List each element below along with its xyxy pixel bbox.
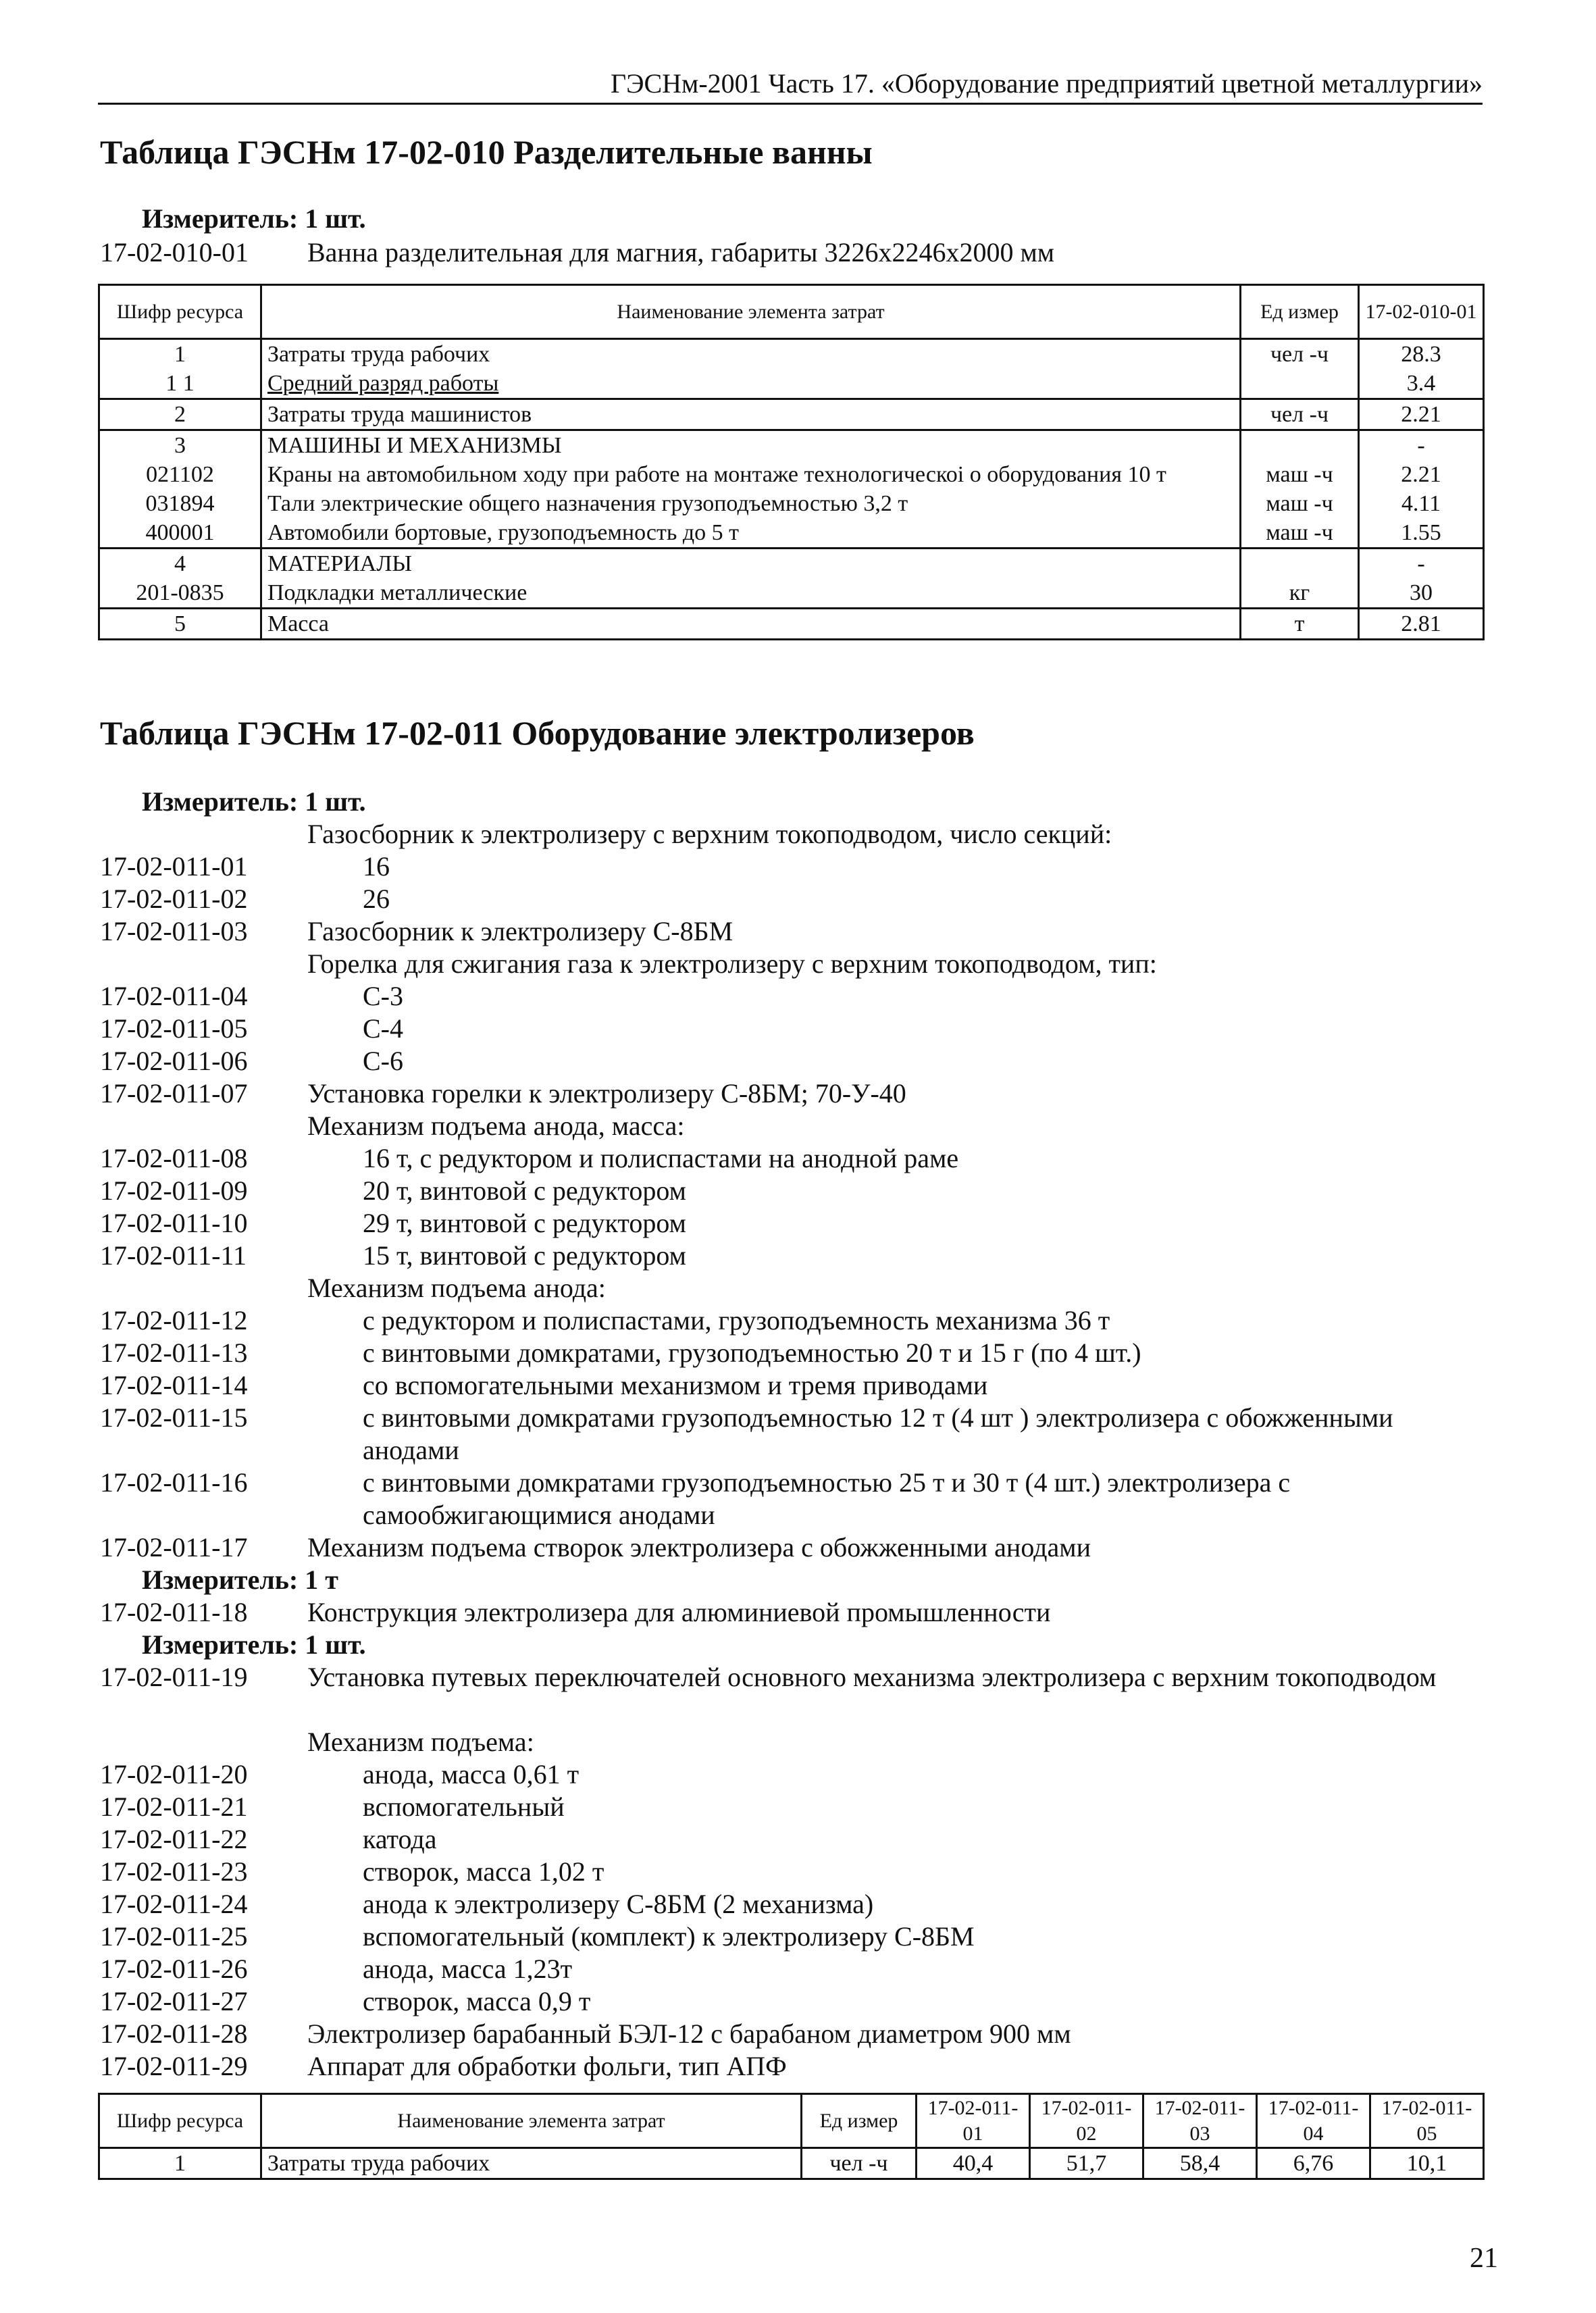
- item-code: 17-02-011-19: [100, 1662, 248, 1692]
- measure-value: 1 т: [305, 1565, 338, 1595]
- table-row: 1 Затраты труда рабочих чел -ч 40,4 51,7 58,4 6,76 10,1: [99, 2148, 1484, 2179]
- item-desc: створок, масса 0,9 т: [363, 1986, 591, 2016]
- item-desc: с редуктором и полиспастами, грузоподъемность механизма 36 т: [363, 1305, 1110, 1336]
- table1-measure-value: 1 шт.: [305, 203, 366, 234]
- table1-header-value: 17-02-010-01: [1359, 285, 1484, 339]
- item-desc: Конструкция электролизера для алюминиевой промышленности: [307, 1597, 1051, 1627]
- item-desc: С-6: [363, 1046, 403, 1076]
- measure-value: 1 шт.: [305, 1629, 366, 1660]
- item-code: 17-02-011-22: [100, 1824, 248, 1854]
- item-code: 17-02-011-24: [100, 1889, 248, 1919]
- item-desc: вспомогательный (комплект) к электролизеру С-8БМ: [363, 1921, 975, 1952]
- table-row: 201-0835 Подкладки металлические кг 30: [99, 578, 1484, 609]
- item-code: 17-02-011-12: [100, 1305, 248, 1336]
- table1-grid: [98, 284, 1485, 640]
- item-desc: анода к электролизеру С-8БМ (2 механизма): [363, 1889, 874, 1919]
- table-row: 3 МАШИНЫ И МЕХАНИЗМЫ -: [99, 430, 1484, 461]
- group-heading: Газосборник к электролизеру с верхним токоподводом, число секций:: [307, 819, 1112, 849]
- item-desc: с винтовыми домкратами грузоподъемностью 12 т (4 шт ) электролизера с обожженными анодами: [363, 1402, 1393, 1465]
- item-desc: 16 т, с редуктором и полиспастами на анодной раме: [363, 1143, 959, 1173]
- item-code: 17-02-011-23: [100, 1856, 248, 1887]
- table2-measure-label: Измеритель:: [142, 786, 299, 817]
- item-code: 17-02-011-09: [100, 1175, 248, 1206]
- item-code: 17-02-011-20: [100, 1759, 248, 1789]
- item-desc: вспомогательный: [363, 1791, 565, 1822]
- table2-header-col: 17-02-011-04: [1257, 2094, 1370, 2148]
- item-desc: со вспомогательными механизмом и тремя приводами: [363, 1370, 988, 1400]
- table1-title: Таблица ГЭСНм 17-02-010 Разделительные ванны: [100, 133, 873, 171]
- item-desc: Установка горелки к электролизеру С-8БМ; 70-У-40: [307, 1078, 906, 1109]
- item-desc: 16: [363, 851, 390, 882]
- header-rule: [98, 103, 1483, 105]
- table2-header-col: 17-02-011-05: [1370, 2094, 1484, 2148]
- table2-measure-2: [142, 1564, 338, 1596]
- group-heading: Горелка для сжигания газа к электролизеру с верхним токоподводом, тип:: [307, 948, 1157, 979]
- table2-measure-value: 1 шт.: [305, 786, 366, 817]
- item-code: 17-02-011-29: [100, 2051, 248, 2081]
- table-row: 1 1 Средний разряд работы 3.4: [99, 369, 1484, 399]
- group-heading: Механизм подъема анода:: [307, 1273, 606, 1303]
- item-desc: 29 т, винтовой с редуктором: [363, 1208, 686, 1238]
- item-code: 17-02-011-14: [100, 1370, 248, 1400]
- table2-header-col: 17-02-011-03: [1143, 2094, 1257, 2148]
- table-row: 021102 Краны на автомобильном ходу при работе на монтаже технологическоi о оборудования 10 т маш -ч 2.21: [99, 460, 1484, 489]
- item-desc: Электролизер барабанный БЭЛ-12 с барабаном диаметром 900 мм: [307, 2018, 1071, 2049]
- item-code: 17-02-011-27: [100, 1986, 248, 2016]
- item-code: 17-02-011-21: [100, 1791, 248, 1822]
- item-code: 17-02-011-11: [100, 1240, 247, 1271]
- item-desc: Механизм подъема створок электролизера с обожженными анодами: [307, 1532, 1091, 1562]
- item-code: 17-02-011-07: [100, 1078, 248, 1109]
- item-desc: створок, масса 1,02 т: [363, 1856, 604, 1887]
- table2-title: Таблица ГЭСНм 17-02-011 Оборудование электролизеров: [100, 714, 975, 752]
- table2-header-col: 17-02-011-01: [917, 2094, 1030, 2148]
- item-code: 17-02-011-18: [100, 1597, 248, 1627]
- measure-label: Измеритель:: [142, 1629, 299, 1660]
- item-desc: 15 т, винтовой с редуктором: [363, 1240, 686, 1271]
- measure-label: Измеритель:: [142, 1565, 299, 1595]
- table2-grid: [98, 2093, 1485, 2180]
- group-heading: Механизм подъема:: [307, 1727, 534, 1757]
- item-code: 17-02-011-05: [100, 1013, 248, 1044]
- item-desc: 20 т, винтовой с редуктором: [363, 1175, 686, 1206]
- table1-header-unit: Ед измер: [1241, 285, 1359, 339]
- table2-header-name: Наименование элемента затрат: [261, 2094, 802, 2148]
- item-code: 17-02-011-17: [100, 1532, 248, 1562]
- table-row: 1 Затраты труда рабочих чел -ч 28.3: [99, 339, 1484, 370]
- table1-item-code: 17-02-010-01: [100, 237, 249, 268]
- item-code: 17-02-011-15: [100, 1402, 248, 1433]
- table-row: 400001 Автомобили бортовые, грузоподъемность до 5 т маш -ч 1.55: [99, 518, 1484, 549]
- item-code: 17-02-011-10: [100, 1208, 248, 1238]
- item-code: 17-02-011-28: [100, 2018, 248, 2049]
- item-code: 17-02-011-04: [100, 981, 248, 1011]
- page-number: 21: [1470, 2243, 1498, 2274]
- item-code: 17-02-011-06: [100, 1046, 248, 1076]
- running-header: ГЭСНм-2001 Часть 17. «Оборудование предприятий цветной металлургии»: [610, 68, 1483, 99]
- table2-header-unit: Ед измер: [802, 2094, 917, 2148]
- table2-header-col: 17-02-011-02: [1030, 2094, 1143, 2148]
- item-code: 17-02-011-25: [100, 1921, 248, 1952]
- table1-header-code: Шифр ресурса: [99, 285, 261, 339]
- item-desc: Аппарат для обработки фольги, тип АПФ: [307, 2051, 787, 2081]
- item-desc: С-4: [363, 1013, 403, 1044]
- item-desc: анода, масса 1,23т: [363, 1954, 573, 1984]
- item-code: 17-02-011-13: [100, 1338, 248, 1368]
- table1-measure-label: Измеритель:: [142, 203, 299, 234]
- table1-header-row: [99, 285, 1484, 339]
- table2-header-code: Шифр ресурса: [99, 2094, 261, 2148]
- item-code: 17-02-011-08: [100, 1143, 248, 1173]
- table2-header-row: [99, 2094, 1484, 2148]
- item-code: 17-02-011-02: [100, 884, 248, 914]
- item-desc: анода, масса 0,61 т: [363, 1759, 580, 1789]
- item-desc: 26: [363, 884, 390, 914]
- item-code: 17-02-011-01: [100, 851, 248, 882]
- table1-header-name: Наименование элемента затрат: [261, 285, 1241, 339]
- table1-item-desc: Ванна разделительная для магния, габариты 3226х2246х2000 мм: [307, 237, 1055, 268]
- table-row: 031894 Тали электрические общего назначения грузоподъемностью 3,2 т маш -ч 4.11: [99, 489, 1484, 518]
- table-row: 4 МАТЕРИАЛЫ -: [99, 549, 1484, 579]
- item-code: 17-02-011-03: [100, 916, 248, 946]
- table2-measure: [142, 786, 366, 818]
- table-row: 5 Масса т 2.81: [99, 609, 1484, 640]
- item-desc: С-3: [363, 981, 403, 1011]
- table-row: 2 Затраты труда машинистов чел -ч 2.21: [99, 399, 1484, 430]
- item-code: 17-02-011-26: [100, 1954, 248, 1984]
- item-desc: Установка путевых переключателей основного механизма электролизера с верхним токоподводом: [307, 1662, 1437, 1692]
- group-heading: Механизм подъема анода, масса:: [307, 1111, 685, 1141]
- table1-measure: [142, 203, 366, 235]
- item-desc: катода: [363, 1824, 437, 1854]
- table2-measure-3: [142, 1629, 366, 1661]
- item-desc: с винтовыми домкратами, грузоподъемностью 20 т и 15 г (по 4 шт.): [363, 1338, 1141, 1368]
- item-code: 17-02-011-16: [100, 1467, 248, 1498]
- item-desc: Газосборник к электролизеру С-8БМ: [307, 916, 733, 946]
- item-desc: с винтовыми домкратами грузоподъемностью 25 т и 30 т (4 шт.) электролизера с самообжигающимися анодами: [363, 1467, 1291, 1530]
